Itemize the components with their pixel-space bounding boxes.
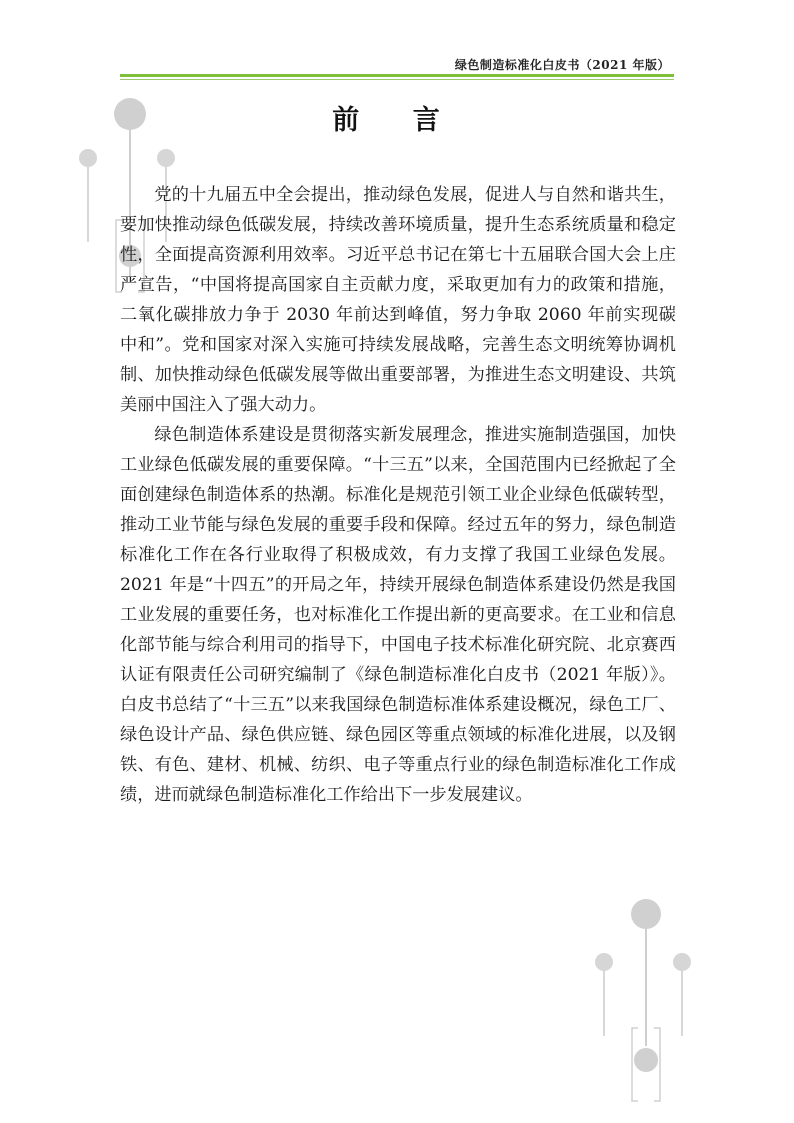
bottom-right-ornament — [588, 896, 698, 1106]
paragraph-1: 党的十九届五中全会提出，推动绿色发展，促进人与自然和谐共生，要加快推动绿色低碳发展，持续改善环境质量，提升生态系统质量和稳定性，全面提高资源利用效率。习近平总书记在第七十五届联合国大会上庄严宣告，“中国将提高国家自主贡献力度，采取更加有力的政策和措施，二氧化碳排放力争于 2030 年前达到峰值，努力争取 2060 年前实现碳中和”。党和国家对深入实施可持续发展战略，完善生态文明统筹协调机制、加快推动绿色低碳发展等做出重要部署，为推进生态文明建设、共筑美丽中国注入了强大动力。 — [120, 185, 676, 415]
paragraph-2: 绿色制造体系建设是贯彻落实新发展理念，推进实施制造强国，加快工业绿色低碳发展的重要保障。“十三五”以来，全国范围内已经掀起了全面创建绿色制造体系的热潮。标准化是规范引领工业企业绿色低碳转型，推动工业节能与绿色发展的重要手段和保障。经过五年的努力，绿色制造标准化工作在各行业取得了积极成效，有力支撑了我国工业绿色发展。2021 年是“十四五”的开局之年，持续开展绿色制造体系建设仍然是我国工业发展的重要任务，也对标准化工作提出新的更高要求。在工业和信息化部节能与综合利用司的指导下，中国电子技术标准化研究院、北京赛西认证有限责任公司研究编制了《绿色制造标准化白皮书（2021 年版）》。白皮书总结了“十三五”以来我国绿色制造标准体系建设概况，绿色工厂、绿色设计产品、绿色供应链、绿色园区等重点领域的标准化进展，以及钢铁、有色、建材、机械、纺织、电子等重点行业的绿色制造标准化工作成绩，进而就绿色制造标准化工作给出下一步发展建议。 — [120, 425, 676, 805]
header-rule-thick — [120, 74, 674, 77]
header-rule-thin — [120, 79, 674, 80]
body-text — [120, 180, 676, 810]
page-title: 前 言 — [332, 105, 462, 136]
running-header-title: 绿色制造标准化白皮书（2021 年版） — [454, 58, 670, 72]
